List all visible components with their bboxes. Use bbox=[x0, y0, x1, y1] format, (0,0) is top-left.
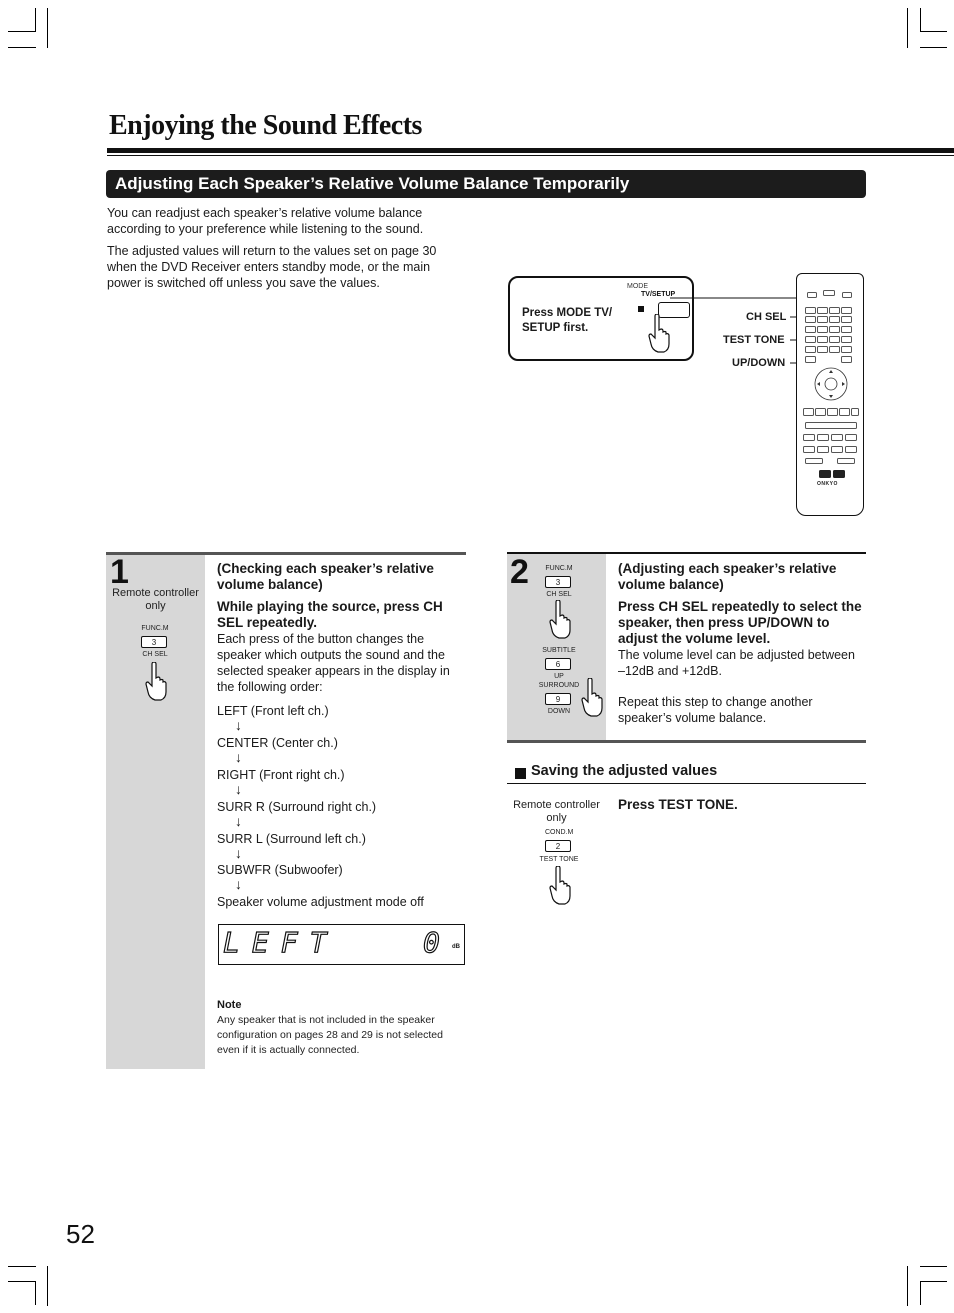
remote-button bbox=[817, 316, 828, 323]
note-text: Any speaker that is not included in the speaker configuration on pages 28 and 29 is not selected even if it is actually connected. bbox=[217, 1014, 443, 1056]
key-surround-label: SURROUND bbox=[538, 682, 580, 689]
key-cond-label: COND.M bbox=[545, 829, 574, 836]
remote-button bbox=[841, 307, 852, 314]
down-arrow-icon: ↓ bbox=[235, 781, 242, 797]
remote-button bbox=[829, 346, 840, 353]
ch-sel-key[interactable]: 3 bbox=[141, 636, 167, 648]
ch-sel-key[interactable]: 3 bbox=[545, 576, 571, 588]
remote-button bbox=[829, 316, 840, 323]
remote-button bbox=[841, 326, 852, 333]
remote-button bbox=[833, 470, 845, 478]
key-test-tone-label: TEST TONE bbox=[539, 856, 579, 863]
key-ch-sel-label: CH SEL bbox=[142, 651, 168, 658]
order-item: SURR L (Surround left ch.) bbox=[217, 832, 366, 846]
onkyo-logo: ONKYO bbox=[817, 481, 838, 487]
display-channel-text: LEFT bbox=[223, 926, 339, 959]
remote-button bbox=[827, 408, 838, 416]
step2-description: The volume level can be adjusted between –12dB and +12dB. bbox=[618, 648, 855, 678]
section-banner bbox=[106, 170, 866, 198]
callout-text: Press MODE TV/ SETUP first. bbox=[522, 307, 613, 334]
hand-pointer-icon bbox=[579, 678, 605, 718]
up-key[interactable]: 6 bbox=[545, 658, 571, 670]
crop-mark bbox=[8, 1266, 36, 1267]
step1-heading: (Checking each speaker’s relative volume balance) bbox=[217, 561, 434, 592]
hand-pointer-icon bbox=[646, 314, 672, 354]
key-func-label: FUNC.M bbox=[545, 565, 573, 572]
step2-number: 2 bbox=[510, 553, 529, 591]
crop-mark bbox=[920, 8, 921, 32]
display-level-value: 0 bbox=[423, 926, 440, 959]
crop-mark bbox=[920, 47, 947, 48]
down-arrow-icon: ↓ bbox=[235, 845, 242, 861]
remote-button bbox=[805, 356, 816, 363]
remote-button bbox=[841, 316, 852, 323]
step2-rule-bottom bbox=[507, 740, 866, 743]
remote-button bbox=[829, 307, 840, 314]
crop-mark bbox=[8, 31, 36, 32]
remote-button bbox=[805, 346, 816, 353]
remote-button bbox=[803, 434, 815, 441]
remote-button bbox=[851, 408, 859, 416]
down-arrow-icon: ↓ bbox=[235, 876, 242, 892]
step2-heading: (Adjusting each speaker’s relative volume balance) bbox=[618, 561, 837, 592]
step2-instruction: Press CH SEL repeatedly to select the speaker, then press UP/DOWN to adjust the volume level. bbox=[618, 599, 862, 646]
dpad-icon bbox=[813, 366, 849, 402]
front-display bbox=[218, 924, 465, 965]
remote-button bbox=[831, 434, 843, 441]
crop-mark bbox=[35, 8, 36, 32]
remote-button bbox=[807, 292, 817, 298]
mode-label: MODE bbox=[627, 283, 648, 290]
title-rule bbox=[107, 148, 954, 153]
remote-button bbox=[845, 434, 857, 441]
remote-button bbox=[845, 446, 857, 453]
remote-button bbox=[837, 458, 855, 464]
page-number: 52 bbox=[66, 1219, 95, 1249]
crop-mark bbox=[920, 31, 947, 32]
crop-mark bbox=[920, 1281, 947, 1282]
remote-button bbox=[817, 326, 828, 333]
step1-number: 1 bbox=[110, 553, 129, 591]
order-item: RIGHT (Front right ch.) bbox=[217, 768, 345, 782]
display-unit: dB bbox=[452, 944, 460, 950]
hand-pointer-icon bbox=[547, 866, 573, 906]
indicator-icon bbox=[638, 306, 644, 312]
remote-button bbox=[817, 307, 828, 314]
crop-mark bbox=[920, 1266, 947, 1267]
page-title: Enjoying the Sound Effects bbox=[109, 110, 422, 141]
remote-button bbox=[829, 336, 840, 343]
remote-button bbox=[817, 336, 828, 343]
down-arrow-icon: ↓ bbox=[235, 749, 242, 765]
crop-mark bbox=[907, 1266, 908, 1306]
crop-mark bbox=[8, 47, 36, 48]
remote-button bbox=[841, 336, 852, 343]
remote-button bbox=[803, 446, 815, 453]
remote-button bbox=[839, 408, 850, 416]
remote-button bbox=[823, 290, 835, 296]
key-func-label: FUNC.M bbox=[141, 625, 169, 632]
step1-description: Each press of the button changes the speaker which outputs the sound and the selected speaker appears in the display in the following order: bbox=[217, 632, 450, 694]
order-item: SUBWFR (Subwoofer) bbox=[217, 863, 343, 877]
key-subtitle-label: SUBTITLE bbox=[542, 647, 576, 654]
section-title: Adjusting Each Speaker’s Relative Volume Balance Temporarily bbox=[115, 174, 630, 193]
title-rule-thin bbox=[107, 155, 954, 156]
order-item: Speaker volume adjustment mode off bbox=[217, 895, 424, 909]
note-title: Note bbox=[217, 999, 242, 1011]
remote-button bbox=[817, 446, 829, 453]
remote-only-note: Remote controller only bbox=[513, 799, 600, 824]
remote-button bbox=[819, 470, 831, 478]
crop-mark bbox=[907, 8, 908, 48]
step1-sidebar bbox=[106, 555, 205, 1069]
hand-pointer-icon bbox=[547, 600, 573, 640]
remote-only-note: Remote controller only bbox=[112, 587, 199, 612]
remote-button bbox=[841, 356, 852, 363]
remote-button bbox=[829, 326, 840, 333]
intro-paragraph: You can readjust each speaker’s relative volume balance according to your preference while listening to the sound. bbox=[107, 206, 424, 236]
save-instruction: Press TEST TONE. bbox=[618, 797, 738, 812]
remote-button bbox=[805, 336, 816, 343]
order-item: LEFT (Front left ch.) bbox=[217, 704, 329, 718]
save-heading: Saving the adjusted values bbox=[531, 763, 718, 779]
save-rule bbox=[507, 783, 866, 784]
remote-button bbox=[842, 292, 852, 298]
remote-button bbox=[805, 422, 857, 429]
ch-sel-label: CH SEL bbox=[746, 311, 787, 323]
order-item: SURR R (Surround right ch.) bbox=[217, 800, 377, 814]
remote-button bbox=[815, 408, 826, 416]
remote-button bbox=[803, 408, 814, 416]
step1-instruction: While playing the source, press CH SEL repeatedly. bbox=[217, 599, 443, 630]
step2-repeat: Repeat this step to change another speaker’s volume balance. bbox=[618, 695, 813, 725]
remote-control bbox=[796, 273, 864, 516]
remote-button bbox=[805, 307, 816, 314]
crop-mark bbox=[35, 1281, 36, 1305]
test-tone-key[interactable]: 2 bbox=[545, 840, 571, 852]
tv-setup-label: TV/SETUP bbox=[641, 291, 676, 298]
crop-mark bbox=[920, 1281, 921, 1305]
remote-button bbox=[805, 458, 823, 464]
mode-callout bbox=[508, 276, 694, 361]
remote-button bbox=[817, 434, 829, 441]
crop-mark bbox=[47, 1266, 48, 1306]
down-arrow-icon: ↓ bbox=[235, 717, 242, 733]
test-tone-label: TEST TONE bbox=[723, 334, 785, 346]
remote-button bbox=[841, 346, 852, 353]
remote-button bbox=[805, 316, 816, 323]
down-arrow-icon: ↓ bbox=[235, 813, 242, 829]
down-key[interactable]: 9 bbox=[545, 693, 571, 705]
remote-button bbox=[805, 326, 816, 333]
order-item: CENTER (Center ch.) bbox=[217, 736, 338, 750]
key-up-label: UP bbox=[554, 673, 564, 680]
section-marker-icon bbox=[515, 768, 526, 779]
crop-mark bbox=[47, 8, 48, 48]
up-down-label: UP/DOWN bbox=[732, 357, 786, 369]
intro-paragraph: The adjusted values will return to the values set on page 30 when the DVD Receiver enters standby mode, or the main power is switched off unless you save the values. bbox=[107, 244, 437, 290]
crop-mark bbox=[8, 1281, 36, 1282]
key-down-label: DOWN bbox=[547, 708, 571, 715]
key-ch-sel-label: CH SEL bbox=[546, 591, 572, 598]
remote-button bbox=[831, 446, 843, 453]
remote-button bbox=[817, 346, 828, 353]
hand-pointer-icon bbox=[143, 662, 169, 702]
